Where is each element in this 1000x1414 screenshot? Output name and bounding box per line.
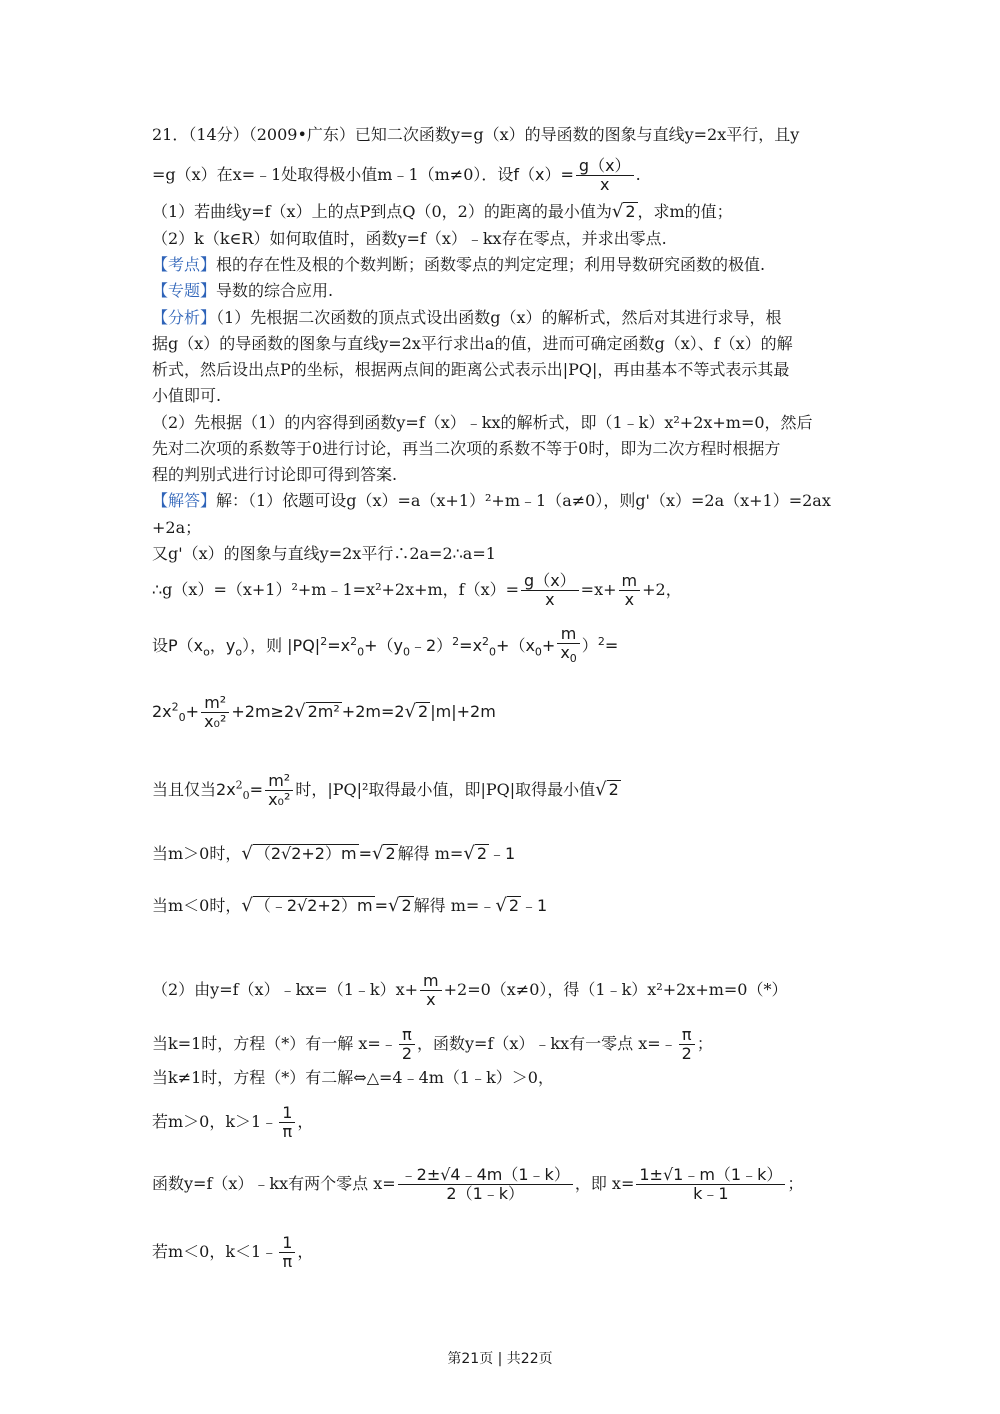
subscript: 0 (357, 645, 365, 659)
kaodian (152, 254, 765, 276)
question-1 (152, 201, 733, 223)
eq-text: 当m＞0时， (152, 844, 242, 863)
eq-text: ﹣2） (409, 636, 453, 656)
sqrt-icon: √ (241, 895, 253, 916)
eq-text: ， (297, 1112, 314, 1131)
eq-text: ，y (209, 636, 236, 656)
eq-text: 2x (152, 702, 172, 721)
eq-text: +2m=2 (341, 702, 405, 721)
eq-text: ， (297, 1242, 314, 1261)
fraction (679, 1026, 695, 1063)
eq-text: +（x (496, 636, 535, 656)
jieda-line-8 (152, 843, 515, 865)
fraction (557, 625, 579, 668)
eq-text: ﹣1 (489, 844, 516, 863)
jieda-line-1 (152, 490, 831, 512)
radicand: 2 (401, 896, 412, 915)
jieda-line-6 (152, 694, 496, 731)
sqrt-icon: √ (611, 201, 624, 222)
sqrt-icon: √ (495, 895, 507, 916)
fraction (399, 1026, 415, 1063)
eq-text: ； (696, 1034, 713, 1053)
kaodian-tag: 【考点】 (152, 255, 217, 274)
numerator: m² (265, 772, 293, 791)
eq-text: （2）由y=f（x）﹣kx=（1﹣k）x+ (152, 980, 419, 999)
radicand: 2m² (307, 702, 340, 721)
jieda-part-3 (152, 1026, 713, 1063)
denominator: 2 (401, 1044, 412, 1063)
subscript: 0 (242, 789, 250, 803)
fraction (619, 572, 641, 609)
denominator: 2（1﹣k） (446, 1184, 525, 1203)
jieda-line-2: +2a； (152, 518, 202, 537)
jieda-tag: 【解答】 (152, 491, 217, 510)
sqrt-icon: √ (404, 701, 417, 722)
eq-text: 当k=1时，方程（*）有一解 x=﹣ (152, 1034, 397, 1053)
jieda-line-4 (152, 572, 682, 609)
sqrt-icon: √ (463, 843, 475, 864)
denominator: x (624, 590, 635, 609)
fraction (265, 772, 293, 809)
zhuanti-tag: 【专题】 (152, 281, 217, 300)
eq-text: +（y (364, 636, 403, 656)
eq-text: =x+ (580, 580, 617, 599)
eq-text: ﹣1 (521, 896, 548, 915)
eq-text: |m|+2m (430, 702, 496, 721)
radicand: 2 (508, 896, 519, 915)
equals: = (249, 780, 264, 799)
denominator: x (545, 590, 555, 609)
numerator: g（x） (576, 157, 634, 176)
jieda-line-9 (152, 895, 547, 917)
numerator: m (619, 572, 641, 591)
numerator: π (399, 1026, 415, 1045)
question-2: （2）k（k∈R）如何取值时，函数y=f（x）﹣kx存在零点，并求出零点. (152, 229, 667, 248)
fraction (420, 972, 442, 1009)
eq-text: +2=0（x≠0），得（1﹣k）x²+2x+m=0（*） (443, 980, 788, 999)
superscript: 2 (320, 634, 328, 648)
sqrt-icon: √ (371, 843, 384, 864)
eq-text: 若m＜0，k＜1﹣ (152, 1242, 278, 1261)
jieda-part-5 (152, 1104, 313, 1141)
eq-text: 设P（x (152, 636, 204, 656)
zhuanti-text: 导数的综合应用. (216, 281, 334, 300)
fraction (201, 694, 229, 731)
subscript: 0 (534, 645, 542, 659)
eq-text: 当且仅当 (152, 780, 217, 799)
superscript: 2 (171, 700, 179, 714)
radicand: 2 (608, 780, 619, 799)
problem-line-2 (152, 157, 641, 194)
fenxi-line-3: 析式，然后设出点P的坐标，根据两点间的距离公式表示出|PQ|，再由基本不等式表示其最 (152, 360, 790, 379)
numerator: g（x） (521, 572, 579, 591)
superscript: 2 (482, 634, 490, 648)
numerator: m (557, 625, 579, 644)
problem-line-1: 21．（14分）（2009•广东）已知二次函数y=g（x）的导函数的图象与直线y=2x平行，且y (152, 125, 800, 144)
eq-text: 解得 m=﹣ (413, 896, 496, 915)
jieda-part-4: 当k≠1时，方程（*）有二解⇔△=4﹣4m（1﹣k）＞0， (152, 1068, 554, 1087)
eq-text: 当m＜0时， (152, 896, 242, 915)
fraction (576, 157, 634, 194)
eq-text: 2x (216, 780, 236, 799)
fraction (636, 1166, 785, 1203)
radicand: 2 (625, 202, 636, 221)
period: . (635, 165, 641, 184)
sqrt-icon: √ (595, 779, 607, 800)
eq-text: ） (581, 636, 598, 656)
denominator: x (600, 175, 610, 194)
q1-text: （1）若曲线y=f（x）上的点P到点Q（0，2）的距离的最小值为 (152, 202, 612, 221)
numerator: m (420, 972, 442, 991)
denominator: x₀² (204, 712, 227, 731)
superscript: 2 (235, 778, 243, 792)
eq-text: =x (459, 636, 483, 656)
eq-text: +2m≥2 (231, 702, 295, 721)
subscript: 0 (569, 652, 577, 666)
denominator: π (282, 1252, 293, 1271)
subscript: o (235, 645, 243, 659)
eq-text: =x (327, 636, 351, 656)
numerator: 1 (279, 1104, 295, 1123)
eq-text: 若m＞0，k＞1﹣ (152, 1112, 278, 1131)
jieda-text: 解：（1）依题可设g（x）=a（x+1）²+m﹣1（a≠0），则g'（x）=2a（x+1）=2ax (216, 491, 831, 510)
radicand: （﹣2√2+2）m (254, 896, 373, 915)
fenxi-line-4: 小值即可. (152, 386, 222, 405)
eq-text: ∴g（x）=（x+1）²+m﹣1=x²+2x+m，f（x）= (152, 580, 520, 599)
radicand: 2 (476, 844, 487, 863)
jieda-line-3: 又g'（x）的图象与直线y=2x平行∴2a=2∴a=1 (152, 544, 496, 563)
superscript: 2 (597, 634, 605, 648)
denominator: x₀² (268, 790, 291, 809)
radicand: 2 (385, 844, 396, 863)
sqrt-icon: √ (241, 843, 253, 864)
numerator: m² (201, 694, 229, 713)
denominator-text: x (560, 643, 570, 662)
superscript: 2 (350, 634, 358, 648)
denominator: x (426, 990, 436, 1009)
fenxi-text: （1）先根据二次函数的顶点式设出函数g（x）的解析式，然后对其进行求导，根 (216, 308, 782, 327)
numerator: 1 (279, 1234, 295, 1253)
numerator: ﹣2±√4﹣4m（1﹣k） (398, 1166, 573, 1185)
subscript: 0 (178, 711, 186, 725)
jieda-line-7 (152, 772, 621, 809)
eq-text: 时，|PQ|²取得最小值，即|PQ|取得最小值 (295, 780, 596, 799)
numerator: 1±√1﹣m（1﹣k） (636, 1166, 785, 1185)
denominator: k﹣1 (693, 1184, 729, 1203)
denominator: 2 (681, 1044, 692, 1063)
numerator: π (679, 1026, 695, 1045)
subscript: 0 (402, 645, 410, 659)
eq-text: ），则 |PQ| (242, 636, 321, 656)
fraction (279, 1234, 295, 1271)
subscript: o (203, 645, 210, 659)
jieda-part-2 (152, 972, 787, 1009)
eq-text: +2， (642, 580, 682, 599)
eq-text: + (185, 702, 200, 721)
sqrt-icon: √ (294, 701, 306, 722)
fenxi-line-1 (152, 307, 781, 329)
eq-text: 解得 m= (397, 844, 464, 863)
q1-text-end: ，求m的值； (637, 202, 733, 221)
fenxi-line-6: 先对二次项的系数等于0进行讨论，再当二次项的系数不等于0时，即为二次方程时根据方 (152, 439, 781, 458)
fenxi-line-2: 据g（x）的导函数的图象与直线y=2x平行求出a的值，进而可确定函数g（x）、f（x）的解 (152, 334, 793, 353)
subscript: 0 (489, 645, 497, 659)
jieda-line-5 (152, 625, 618, 668)
denominator (557, 644, 579, 668)
fraction (398, 1166, 573, 1203)
eq-text: + (541, 636, 556, 656)
f-def: f（x）= (513, 165, 574, 184)
jieda-part-7 (152, 1234, 313, 1271)
zhuanti (152, 280, 333, 302)
problem-text: =g（x）在x=﹣1处取得极小值m﹣1（m≠0）．设 (152, 165, 514, 184)
superscript: 2 (452, 634, 460, 648)
denominator: π (282, 1122, 293, 1141)
fenxi-tag: 【分析】 (152, 308, 217, 327)
fraction (279, 1104, 295, 1141)
eq-text: ，即 x= (574, 1174, 635, 1193)
eq-text: = (604, 636, 619, 656)
radicand: 2 (418, 702, 429, 721)
eq-text: = (358, 844, 372, 863)
eq-text: ，函数y=f（x）﹣kx有一零点 x=﹣ (417, 1034, 677, 1053)
fenxi-line-5: （2）先根据（1）的内容得到函数y=f（x）﹣kx的解析式，即（1﹣k）x²+2x+m=0，然后 (152, 413, 813, 432)
kaodian-text: 根的存在性及根的个数判断；函数零点的判定定理；利用导数研究函数的极值. (216, 255, 766, 274)
page-footer: 第21页 | 共22页 (447, 1351, 553, 1367)
jieda-part-6 (152, 1166, 803, 1203)
fenxi-line-7: 程的判别式进行讨论即可得到答案. (152, 465, 398, 484)
eq-text: ； (787, 1174, 804, 1193)
radicand: （2√2+2）m (254, 844, 357, 863)
eq-text: = (374, 896, 388, 915)
eq-text: 函数y=f（x）﹣kx有两个零点 x= (152, 1174, 396, 1193)
fraction (521, 572, 579, 609)
sqrt-icon: √ (387, 895, 400, 916)
